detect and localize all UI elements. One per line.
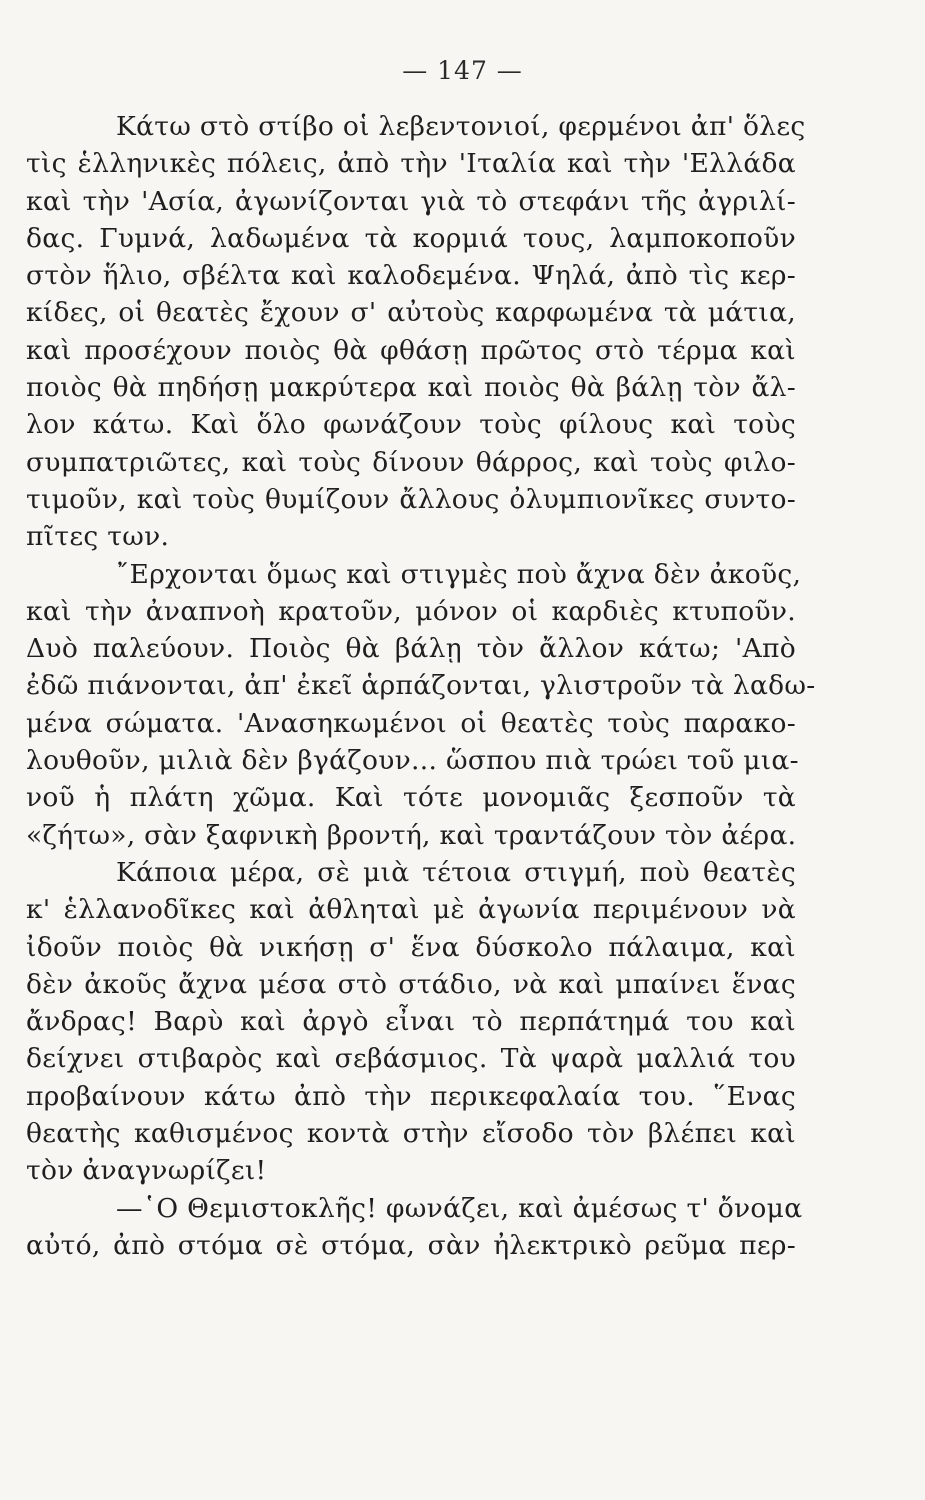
text-line: δείχνει στιβαρὸς καὶ σεβάσμιος. Τὰ ψαρὰ μαλλιά του (26, 1043, 796, 1075)
text-line: δὲν ἀκοῦς ἄχνα μέσα στὸ στάδιο, νὰ καὶ μπαίνει ἕνας (26, 968, 796, 1000)
text-line: ἐδῶ πιάνονται, ἀπ' ἐκεῖ ἁρπάζονται, γλιστροῦν τὰ λαδω- (26, 670, 816, 702)
text-line: Δυὸ παλεύουν. Ποιὸς θὰ βάλῃ τὸν ἄλλον κάτω; 'Απὸ (26, 633, 796, 665)
text-line: λουθοῦν, μιλιὰ δὲν βγάζουν... ὥσπου πιὰ τρώει τοῦ μια- (26, 745, 799, 777)
text-line: ῎Ερχονται ὅμως καὶ στιγμὲς ποὺ ἄχνα δὲν ἀκοῦς, (116, 558, 802, 590)
text-line: κ' ἑλλανοδῖκες καὶ ἀθληταὶ μὲ ἀγωνία περιμένουν νὰ (26, 894, 796, 926)
text-line: ἄνδρας! Βαρὺ καὶ ἀργὸ εἶναι τὸ περπάτημά του καὶ (26, 1006, 796, 1038)
text-line: καὶ τὴν ἀναπνοὴ κρατοῦν, μόνον οἱ καρδιὲς κτυποῦν. (26, 595, 796, 627)
text-line: δας. Γυμνά, λαδωμένα τὰ κορμιά τους, λαμποκοποῦν (26, 222, 796, 254)
text-line: Κάτω στὸ στίβο οἱ λεβεντονιοί, φερμένοι ἀπ' ὅλες (116, 111, 806, 142)
text-line: τὸν ἀναγνωρίζει! (26, 1155, 267, 1187)
text-line: στὸν ἥλιο, σβέλτα καὶ καλοδεμένα. Ψηλά, ἀπὸ τὶς κερ- (26, 260, 796, 292)
body-text (26, 108, 816, 1264)
text-line: Κάποια μέρα, σὲ μιὰ τέτοια στιγμή, ποὺ θεατὲς (116, 856, 796, 888)
page-number: — 147 — (402, 56, 523, 85)
text-line: πῖτες των. (26, 521, 170, 553)
text-line: —῾Ο Θεμιστοκλῆς! φωνάζει, καὶ ἀμέσως τ' ὄνομα (116, 1192, 803, 1224)
text-line: προβαίνουν κάτω ἀπὸ τὴν περικεφαλαία του. ῞Ενας (26, 1080, 796, 1112)
text-line: κίδες, οἱ θεατὲς ἔχουν σ' αὐτοὺς καρφωμένα τὰ μάτια, (26, 297, 796, 329)
text-line: καὶ τὴν 'Ασία, ἀγωνίζονται γιὰ τὸ στεφάνι τῆς ἀγριλί- (26, 185, 796, 217)
text-line: μένα σώματα. 'Ανασηκωμένοι οἱ θεατὲς τοὺς παρακο- (26, 707, 796, 739)
text-line: τιμοῦν, καὶ τοὺς θυμίζουν ἄλλους ὀλυμπιονῖκες συντο- (26, 483, 796, 515)
text-line: νοῦ ἡ πλάτη χῶμα. Καὶ τότε μονομιᾶς ξεσποῦν τὰ (26, 782, 796, 814)
text-line: καὶ προσέχουν ποιὸς θὰ φθάσῃ πρῶτος στὸ τέρμα καὶ (26, 334, 796, 366)
text-line: αὐτό, ἀπὸ στόμα σὲ στόμα, σὰν ἠλεκτρικὸ ρεῦμα περ- (26, 1229, 796, 1261)
text-line: λον κάτω. Καὶ ὅλο φωνάζουν τοὺς φίλους καὶ τοὺς (26, 409, 796, 441)
text-line: θεατὴς καθισμένος κοντὰ στὴν εἴσοδο τὸν βλέπει καὶ (26, 1118, 796, 1150)
text-line: συμπατριῶτες, καὶ τοὺς δίνουν θάρρος, καὶ τοὺς φιλο- (26, 446, 796, 478)
text-line: ἰδοῦν ποιὸς θὰ νικήσῃ σ' ἕνα δύσκολο πάλαιμα, καὶ (26, 931, 796, 963)
text-line: ποιὸς θὰ πηδήσῃ μακρύτερα καὶ ποιὸς θὰ βάλῃ τὸν ἄλ- (26, 372, 796, 404)
text-line: τὶς ἑλληνικὲς πόλεις, ἀπὸ τὴν 'Ιταλία καὶ τὴν 'Ελλάδα (26, 148, 796, 180)
text-line: «ζήτω», σὰν ξαφνικὴ βροντή, καὶ τραντάζουν τὸν ἀέρα. (26, 819, 797, 851)
